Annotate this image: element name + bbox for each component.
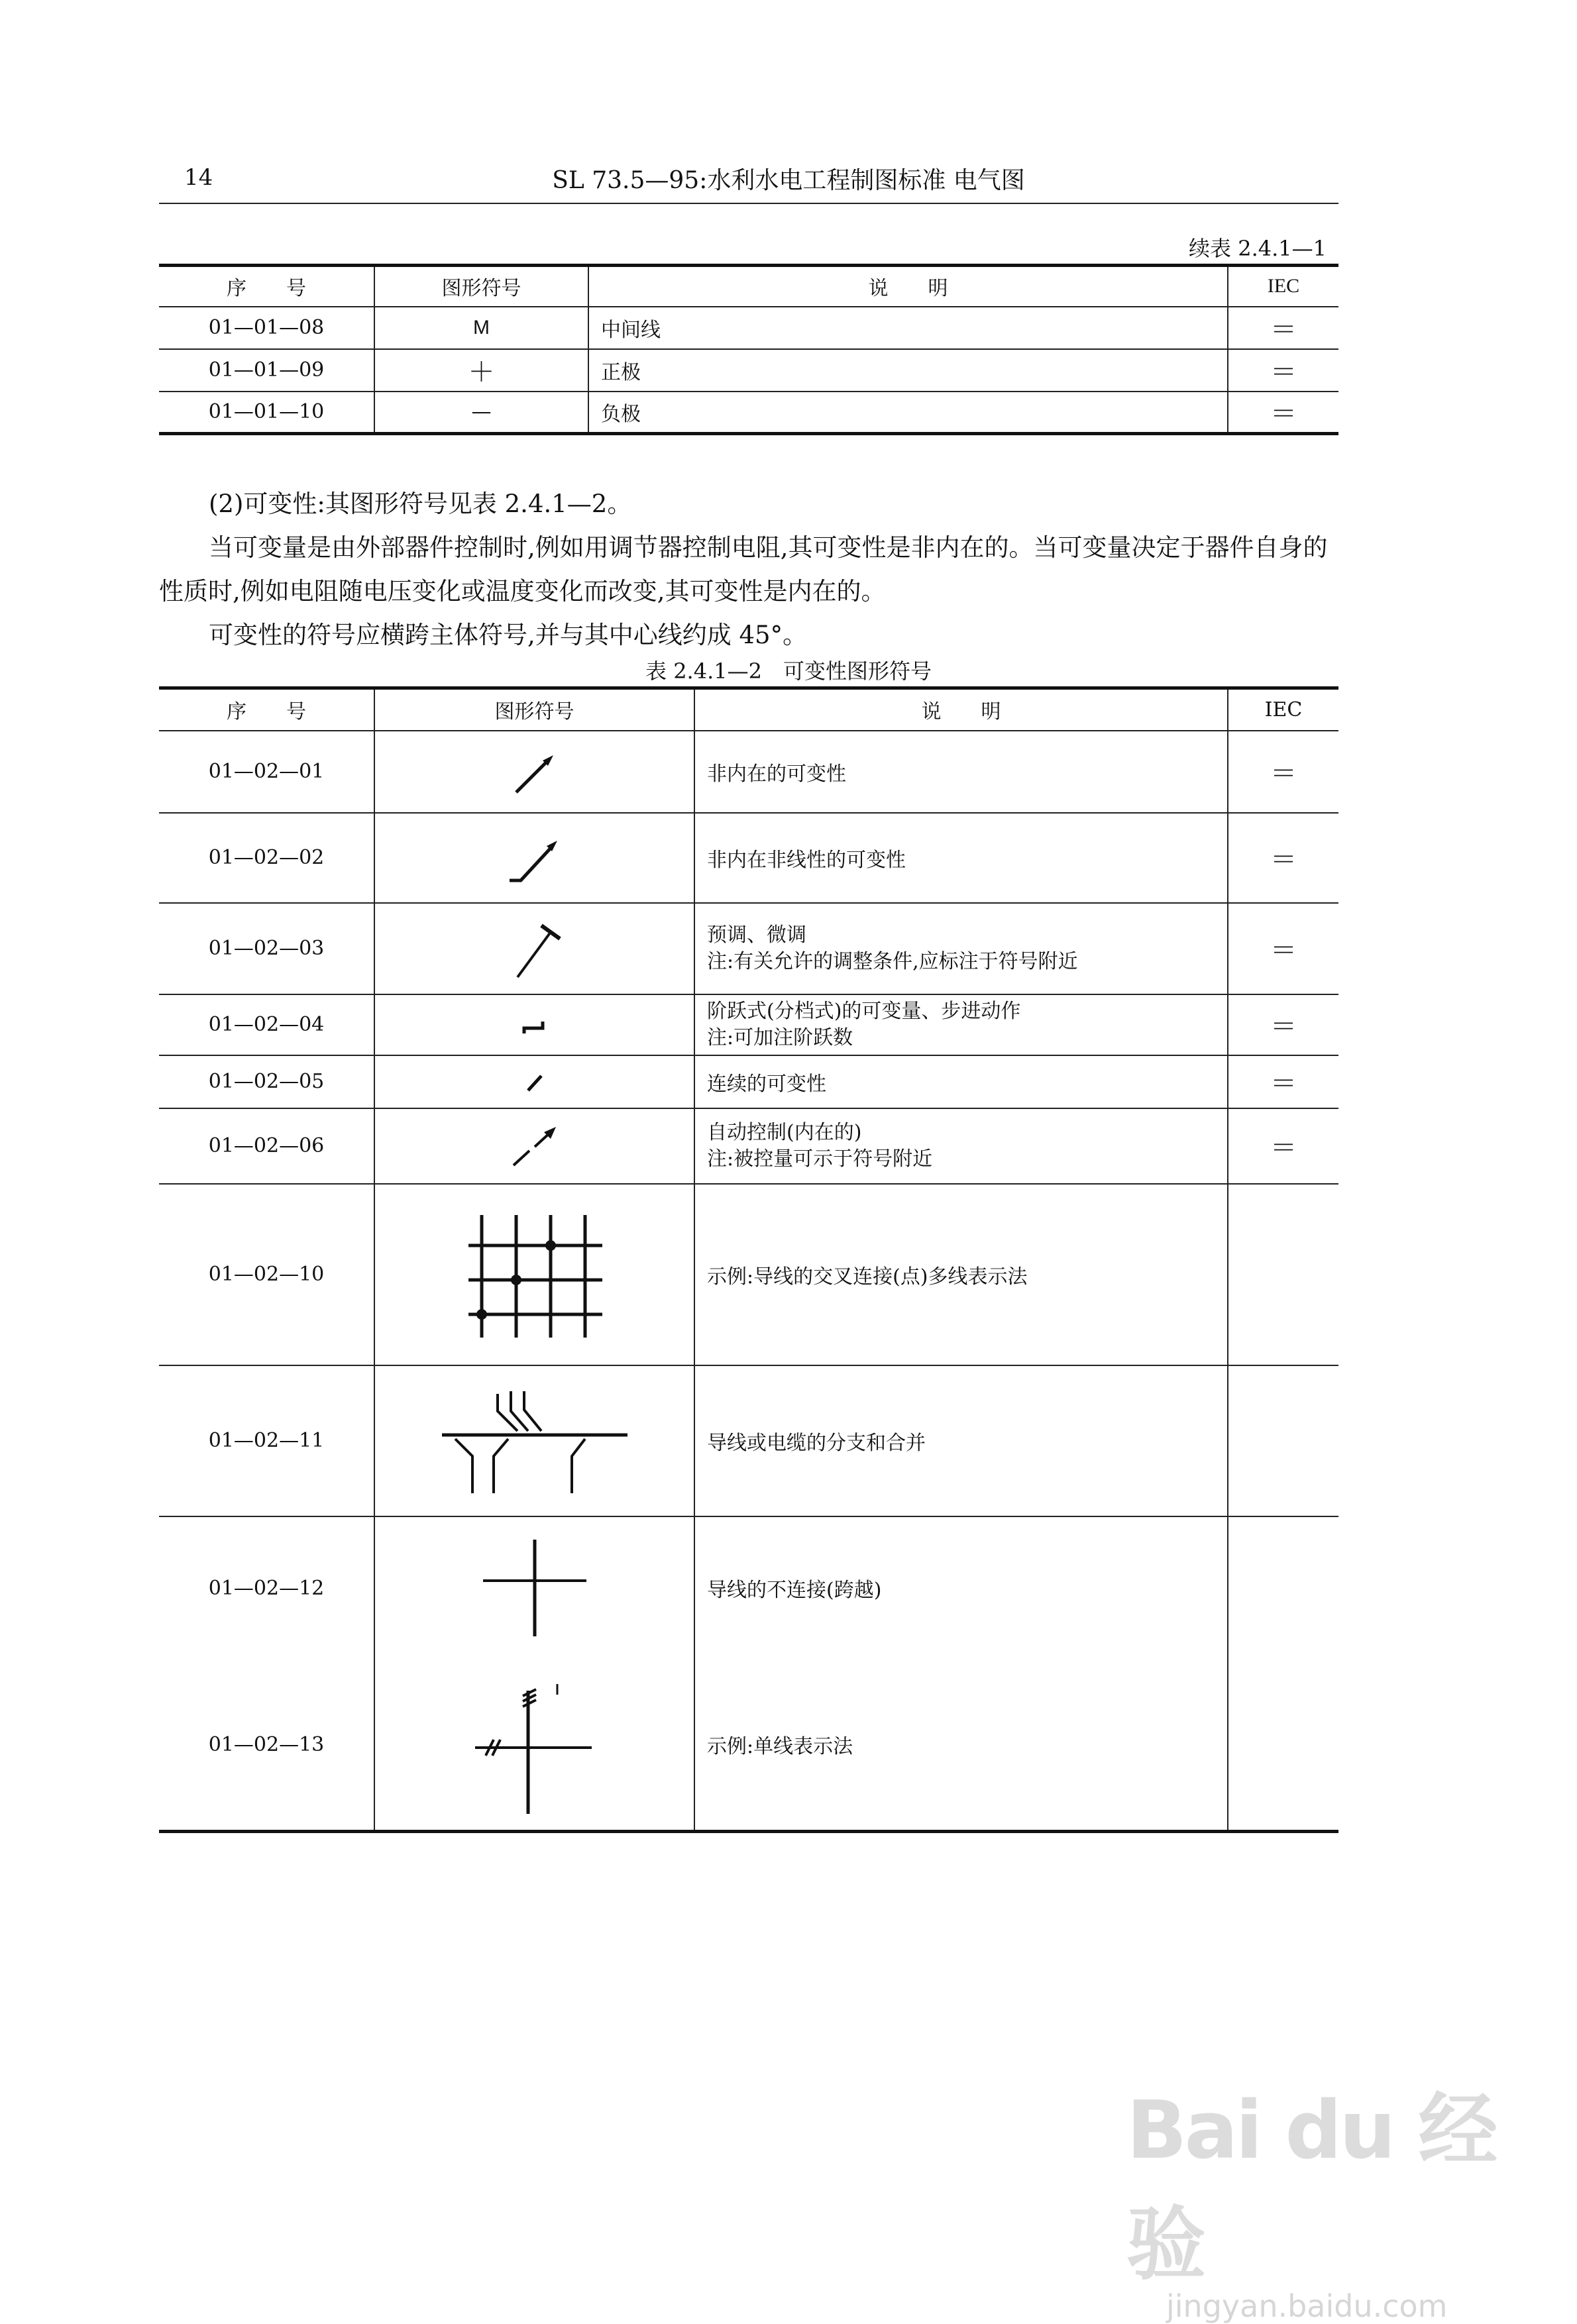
variability-non-inherent-nonlinear-icon: [495, 825, 574, 891]
table-row: [159, 1184, 1338, 1365]
row-description: 非内在的可变性: [694, 731, 1228, 813]
continuous-variability-icon: [515, 1065, 555, 1098]
row-number: 01—02—03: [159, 903, 374, 994]
table2-col-iec: IEC: [1228, 688, 1338, 731]
table1-col-no: 序 号: [159, 266, 374, 307]
row-description: 示例:单线表示法: [694, 1660, 1228, 1832]
table-row: [159, 1365, 1338, 1516]
table1: [159, 264, 1338, 435]
conductor-crossing-grid-icon: [455, 1202, 614, 1347]
row-description-cell: [694, 903, 1228, 994]
symbol-cell: [374, 731, 694, 813]
preset-adjustment-icon: [495, 912, 574, 985]
watermark-url: jingyan.baidu.com: [1166, 2288, 1448, 2324]
table2: [159, 686, 1338, 1833]
symbol-text: —: [374, 392, 588, 434]
paragraph-3: 可变性的符号应横跨主体符号,并与其中心线约成 45°。: [209, 621, 808, 649]
row-number: 01—02—10: [159, 1184, 374, 1365]
iec-mark: ＝: [1228, 731, 1338, 813]
stepwise-variability-icon: [508, 1008, 561, 1041]
table1-col-desc: 说 明: [588, 266, 1228, 307]
table-row: [159, 349, 1338, 392]
row-number: 01—01—08: [159, 307, 374, 349]
table2-col-no: 序 号: [159, 688, 374, 731]
iec-mark: ＝: [1228, 307, 1338, 349]
symbol-cell: [374, 1108, 694, 1184]
table-row: [159, 1516, 1338, 1660]
row-description: 示例:导线的交叉连接(点)多线表示法: [694, 1184, 1228, 1365]
row-number: 01—02—06: [159, 1108, 374, 1184]
row-description: 负极: [588, 392, 1228, 434]
table-row: [159, 1055, 1338, 1108]
row-description: 阶跃式(分档式)的可变量、步进动作: [707, 999, 1021, 1023]
iec-mark: [1228, 1660, 1338, 1832]
row-description: 自动控制(内在的): [707, 1120, 862, 1144]
row-description: 预调、微调: [707, 923, 806, 947]
row-number: 01—02—13: [159, 1660, 374, 1832]
table2-caption: 表 2.4.1—2 可变性图形符号: [645, 659, 932, 684]
symbol-cell: [374, 994, 694, 1055]
table2-header-row: [159, 688, 1338, 731]
variability-non-inherent-icon: [495, 742, 574, 802]
iec-mark: ＝: [1228, 994, 1338, 1055]
body-text: [159, 482, 1342, 657]
row-number: 01—02—04: [159, 994, 374, 1055]
header-rule: [159, 203, 1338, 204]
table-row: [159, 307, 1338, 349]
row-number: 01—02—01: [159, 731, 374, 813]
symbol-text: ＋: [374, 349, 588, 392]
symbol-cell: [374, 1516, 694, 1660]
table-row: [159, 731, 1338, 813]
table-row: [159, 813, 1338, 903]
table1-continuation-label: 续表 2.4.1—1: [1189, 236, 1327, 261]
table1-header-row: [159, 266, 1338, 307]
iec-mark: ＝: [1228, 903, 1338, 994]
conductor-no-connection-icon: [468, 1532, 601, 1644]
baidu-watermark: [1126, 2067, 1497, 2324]
iec-mark: ＝: [1228, 1108, 1338, 1184]
page-header-title: SL 73.5—95:水利水电工程制图标准 电气图: [552, 167, 1025, 194]
iec-mark: ＝: [1228, 392, 1338, 434]
symbol-cell: [374, 813, 694, 903]
row-number: 01—02—05: [159, 1055, 374, 1108]
table-row: [159, 1108, 1338, 1184]
conductor-branch-merge-icon: [435, 1378, 634, 1504]
symbol-cell: [374, 1365, 694, 1516]
symbol-cell: [374, 1660, 694, 1832]
row-description: 中间线: [588, 307, 1228, 349]
row-description: 非内在非线性的可变性: [694, 813, 1228, 903]
iec-mark: [1228, 1365, 1338, 1516]
row-description: 导线或电缆的分支和合并: [694, 1365, 1228, 1516]
row-number: 01—02—11: [159, 1365, 374, 1516]
row-number: 01—02—02: [159, 813, 374, 903]
table-row: [159, 994, 1338, 1055]
iec-mark: [1228, 1184, 1338, 1365]
symbol-cell: [374, 903, 694, 994]
row-note: 注:可加注阶跃数: [707, 1026, 853, 1049]
iec-mark: ＝: [1228, 1055, 1338, 1108]
table-row: [159, 903, 1338, 994]
iec-mark: ＝: [1228, 813, 1338, 903]
table2-col-symbol: 图形符号: [374, 688, 694, 731]
table1-col-iec: IEC: [1228, 266, 1338, 307]
row-number: 01—01—10: [159, 392, 374, 434]
symbol-cell: [374, 1055, 694, 1108]
row-number: 01—02—12: [159, 1516, 374, 1660]
iec-mark: ＝: [1228, 349, 1338, 392]
single-line-crossing-icon: [462, 1668, 608, 1821]
row-description-cell: [694, 1108, 1228, 1184]
table-row: [159, 392, 1338, 434]
paragraph-2: 当可变量是由外部器件控制时,例如用调节器控制电阻,其可变性是非内在的。当可变量决定于器件自身的性质时,例如电阻随电压变化或温度变化而改变,其可变性是内在的。: [159, 533, 1328, 606]
row-description-cell: [694, 994, 1228, 1055]
row-note: 注:有关允许的调整条件,应标注于符号附近: [707, 949, 1078, 973]
automatic-control-icon: [495, 1116, 574, 1176]
paragraph-1: (2)可变性:其图形符号见表 2.4.1—2。: [209, 490, 632, 518]
row-description: 连续的可变性: [694, 1055, 1228, 1108]
row-description: 导线的不连接(跨越): [694, 1516, 1228, 1660]
table1-col-symbol: 图形符号: [374, 266, 588, 307]
iec-mark: [1228, 1516, 1338, 1660]
row-note: 注:被控量可示于符号附近: [707, 1147, 933, 1171]
symbol-cell: [374, 1184, 694, 1365]
table-row: [159, 1660, 1338, 1832]
table2-col-desc: 说 明: [694, 688, 1228, 731]
page-number: 14: [184, 164, 213, 191]
row-number: 01—01—09: [159, 349, 374, 392]
row-description: 正极: [588, 349, 1228, 392]
watermark-brand: Bai du 经验: [1126, 2085, 1495, 2291]
symbol-text: M: [374, 307, 588, 349]
